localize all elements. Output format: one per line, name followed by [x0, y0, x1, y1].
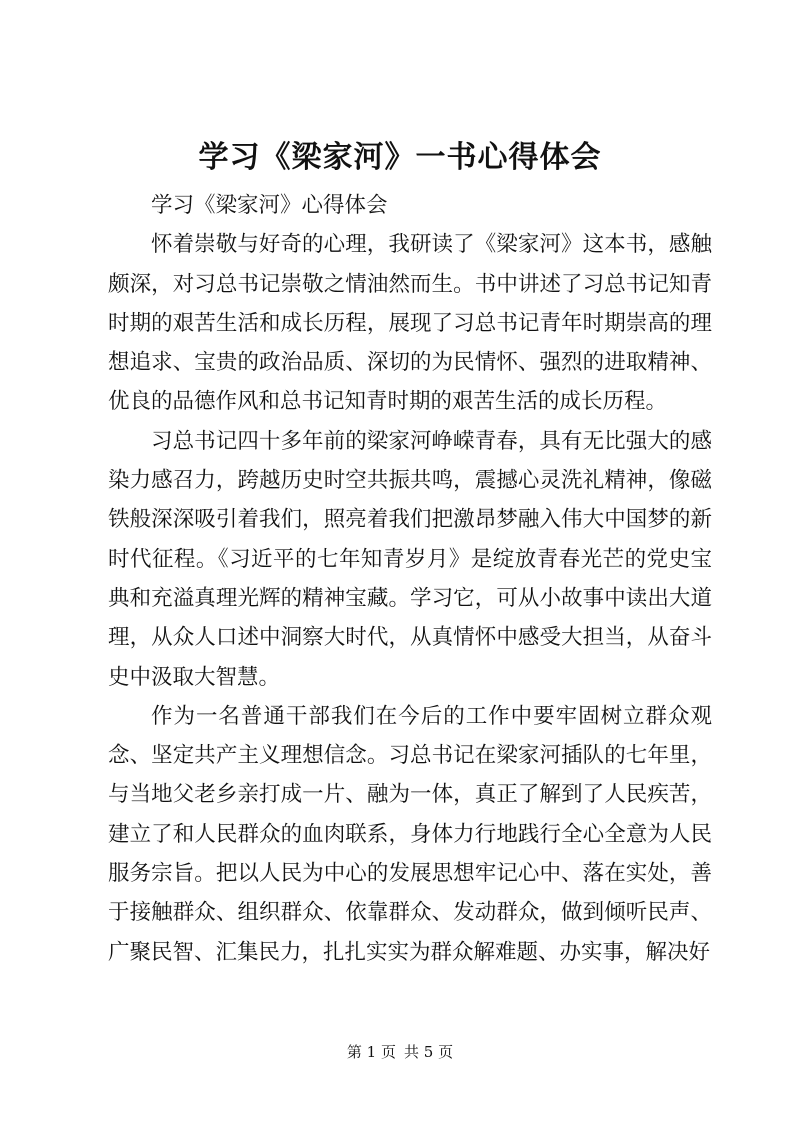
document-body [108, 186, 712, 972]
body-paragraph: 习总书记四十多年前的梁家河峥嵘青春，具有无比强大的感染力感召力，跨越历史时空共振共鸣，震撼心灵洗礼精神，像磁铁般深深吸引着我们，照亮着我们把激昂梦融入伟大中国梦的新时代征程。《习近平的七年知青岁月》是绽放青春光芒的党史宝典和充溢真理光辉的精神宝藏。学习它，可从小故事中读出大道理，从众人口述中洞察大时代，从真情怀中感受大担当，从奋斗史中汲取大智慧。 [108, 428, 712, 690]
body-paragraph: 作为一名普通干部我们在今后的工作中要牢固树立群众观念、坚定共产主义理想信念。习总书记在梁家河插队的七年里，与当地父老乡亲打成一片、融为一体，真正了解到了人民疾苦，建立了和人民群众的血肉联系，身体力行地践行全心全意为人民服务宗旨。把以人民为中心的发展思想牢记心中、落在实处，善于接触群众、组织群众、依靠群众、发动群众，做到倾听民声、广聚民智、汇集民力，扎扎实实为群众解难题、办实事，解决好 [108, 703, 712, 965]
subtitle-paragraph: 学习《梁家河》心得体会 [151, 193, 388, 218]
page-number: 第 1 页 [346, 1043, 396, 1061]
body-paragraph: 怀着崇敬与好奇的心理，我研读了《梁家河》这本书，感触颇深，对习总书记崇敬之情油然而生。书中讲述了习总书记知青时期的艰苦生活和成长历程，展现了习总书记青年时期崇高的理想追求、宝贵的政治品质、深切的为民情怀、强烈的进取精神、优良的品德作风和总书记知青时期的艰苦生活的成长历程。 [108, 232, 712, 415]
page-total: 共 5 页 [404, 1043, 454, 1061]
page-footer [0, 1042, 800, 1062]
document-title: 学习《梁家河》一书心得体会 [198, 140, 602, 175]
